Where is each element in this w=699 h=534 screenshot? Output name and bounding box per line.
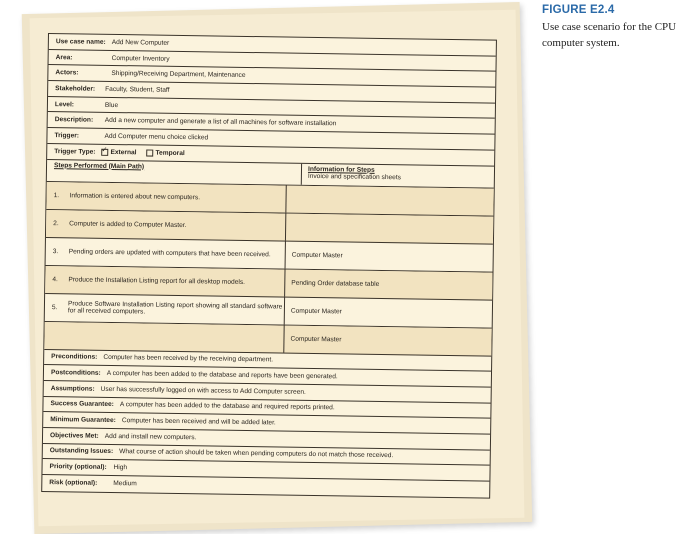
outstanding-issues-value: What course of action should be taken when pending computers do not match those received. <box>119 448 394 460</box>
minimum-guarantee-value: Computer has been received and will be added later. <box>121 417 276 427</box>
temporal-checkbox[interactable] <box>146 149 153 156</box>
step-number: 3. <box>52 247 59 255</box>
description-value: Add a new computer and generate a list of all machines for software installation <box>104 117 337 128</box>
success-guarantee-label: Success Guarantee: <box>50 400 114 409</box>
step-text: Information is entered about new computers. <box>69 191 201 201</box>
level-label: Level: <box>54 100 75 108</box>
external-label: External <box>110 148 137 156</box>
outstanding-issues-label: Outstanding Issues: <box>49 447 114 456</box>
priority-value: High <box>113 464 128 472</box>
description-label: Description: <box>54 116 94 124</box>
postconditions-value: A computer has been added to the database and reports have been generated. <box>106 369 338 381</box>
postconditions-label: Postconditions: <box>50 369 101 377</box>
info-header-cell <box>302 163 494 187</box>
figure-caption <box>542 4 692 51</box>
step-info: Computer Master <box>290 335 342 343</box>
step-info: Pending Order database table <box>291 279 380 288</box>
level-value: Blue <box>104 101 119 109</box>
stakeholder-label: Stakeholder: <box>55 85 96 93</box>
trigger-type-label: Trigger Type: <box>54 147 96 156</box>
step-number: 1. <box>53 191 60 199</box>
info-header: Information for Steps <box>307 165 375 174</box>
objectives-met-label: Objectives Met: <box>49 431 99 440</box>
minimum-guarantee-label: Minimum Guarantee: <box>50 416 116 425</box>
info-step-1: Invoice and specification sheets <box>307 172 402 181</box>
step-number: 5. <box>51 303 58 311</box>
steps-header: Steps Performed (Main Path) <box>47 160 302 185</box>
use-case-form <box>41 33 497 498</box>
step-number: 2. <box>53 219 59 227</box>
figure-caption-text: Use case scenario for the CPU computer system. <box>542 21 677 49</box>
assumptions-label: Assumptions: <box>50 384 95 393</box>
assumptions-value: User has successfully logged on with access to Add Computer screen. <box>100 385 306 396</box>
step-info: Computer Master <box>291 251 343 259</box>
preconditions-label: Preconditions: <box>51 353 98 362</box>
success-guarantee-value: A computer has been added to the database and required reports printed. <box>119 401 335 412</box>
use-case-name-value: Add New Computer <box>111 38 170 47</box>
objectives-met-value: Add and install new computers. <box>104 432 197 442</box>
actors-label: Actors: <box>55 69 79 77</box>
area-label: Area: <box>55 53 73 61</box>
use-case-name-label: Use case name: <box>55 37 106 46</box>
actors-value: Shipping/Receiving Department, Maintenance <box>111 70 246 80</box>
step-info <box>286 213 493 243</box>
risk-label: Risk (optional): <box>49 479 98 488</box>
step-number: 4. <box>52 275 58 283</box>
priority-label: Priority (optional): <box>49 463 107 472</box>
trigger-value: Add Computer menu choice clicked <box>104 132 209 142</box>
step-text: Computer is added to Computer Master. <box>69 219 187 229</box>
trigger-label: Trigger: <box>54 132 80 140</box>
temporal-label: Temporal <box>155 149 185 157</box>
step-text: Pending orders are updated with computers that have been received. <box>68 247 271 258</box>
step-info: Computer Master <box>290 307 342 315</box>
preconditions-value: Computer has been received by the receiving department. <box>103 354 274 364</box>
external-checkbox[interactable] <box>101 148 108 155</box>
step-text: Produce the Installation Listing report for all desktop models. <box>68 275 246 286</box>
risk-value: Medium <box>113 480 137 488</box>
stakeholder-value: Faculty, Student, Staff <box>105 85 170 94</box>
area-value: Computer Inventory <box>111 54 170 63</box>
figure-number: FIGURE E2.4 <box>542 4 615 16</box>
step-text: Produce Software Installation Listing report showing all standard software for all received computers. <box>67 300 283 316</box>
